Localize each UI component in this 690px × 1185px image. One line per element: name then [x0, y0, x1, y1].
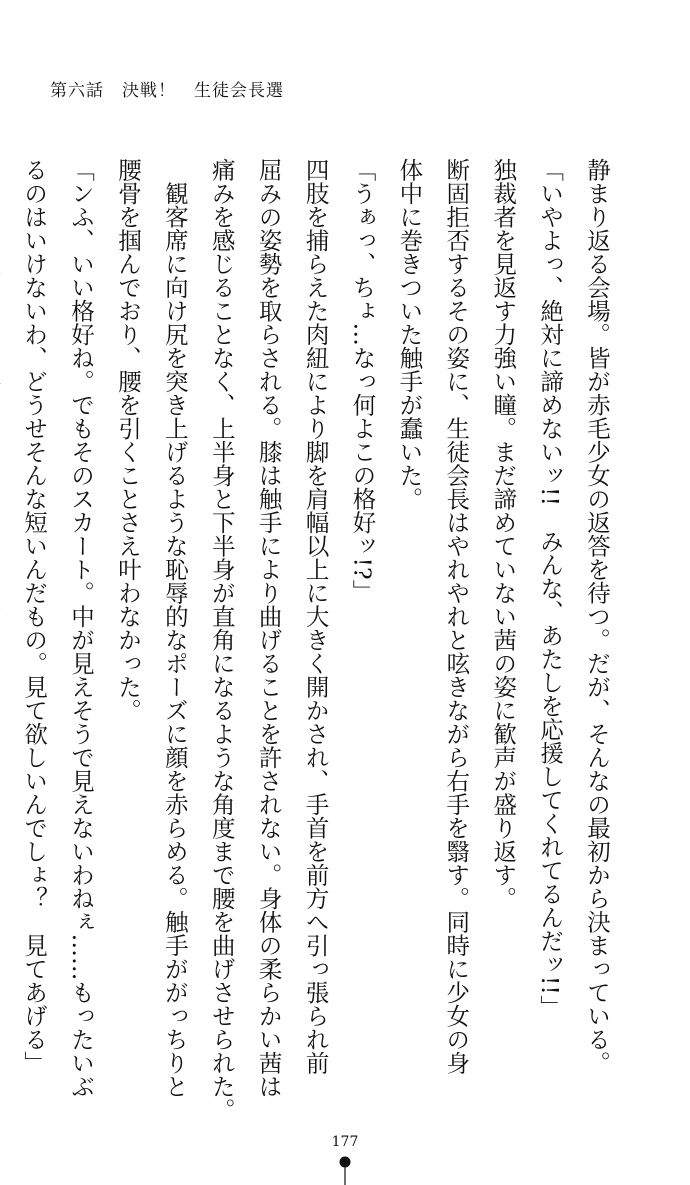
- page-marker-ornament: [337, 1155, 353, 1185]
- text-line: 体中に巻きついた触手が蠢いた。: [395, 158, 424, 511]
- text-line: 「うぁっ、ちょ…なっ何よこの格好ッ!?」: [348, 158, 377, 604]
- text-line: 観客席に向け尻を突き上げるような恥辱的なポーズに顔を赤らめる。触手ががっちりと: [160, 158, 189, 1098]
- novel-body-text: [20, 158, 620, 1122]
- text-line: 「ンふ、いい格好ね。でもそのスカート。中が見えそうで見えないわねぇ……もったいぶ: [67, 158, 96, 1098]
- text-line: 独裁者を見返す力強い瞳。まだ諦めていない茜の姿に歓声が盛り返す。: [489, 158, 518, 910]
- text-line: 「いやよっ、絶対に諦めないッ!! みんな、あたしを応援してくれてるんだッ!!」: [536, 158, 565, 1019]
- text-line: 四肢を捕らえた肉紐により脚を肩幅以上に大きく開かされ、手首を前方へ引っ張られ前: [301, 158, 330, 1075]
- text-line: 腰骨を掴んでおり、腰を引くことさえ叶わなかった。: [113, 158, 142, 722]
- text-line: 断固拒否するその姿に、生徒会長はやれやれと呟きながら右手を翳す。同時に少女の身: [442, 158, 471, 1075]
- page-number: 177: [331, 1134, 359, 1150]
- text-line: 痛みを感じることなく、上半身と下半身が直角になるような角度まで腰を曲げさせられた。: [207, 158, 236, 1122]
- text-line: [0, 158, 10, 1088]
- text-line: 屈みの姿勢を取らされる。膝は触手により曲げることを許されない。身体の柔らかい茜は: [254, 158, 283, 1098]
- text-line: るのはいけないわ、どうせそんな短いんだもの。見て欲しいんでしょ？ 見てあげる」: [20, 158, 49, 1075]
- running-head-title: 第六話 決戦！ 生徒会長選: [50, 81, 284, 101]
- text-line: 静まり返る会場。皆が赤毛少女の返答を待つ。だが、そんなの最初から決まっている。: [583, 158, 611, 1075]
